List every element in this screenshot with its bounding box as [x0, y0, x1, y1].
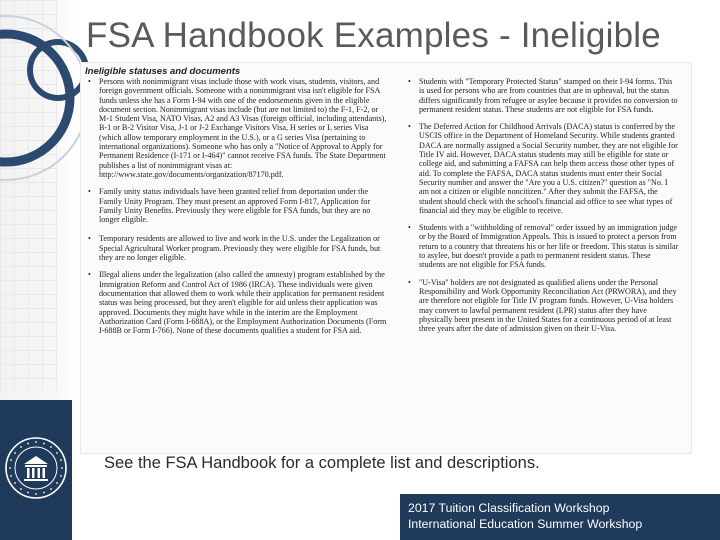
bullet-icon: • — [88, 187, 91, 197]
entry-text: Illegal aliens under the legalization (also called the amnesty) program established by the Immigration Reform and Control Act of 1986 (IRCA). These individuals were given documentation that allowed them to work while their application for permanent resident status was being processed, but they aren't eligible for aid unless their application was approved. Documents they might have while in the interim are the Employment Authorization Card (Form I-688A), or the Employment Authorization Documents (Form I-688B or Form I-766). None of these documents qualifies a student for FSA aid. — [99, 270, 387, 336]
entry-text: Temporary residents are allowed to live and work in the U.S. under the Legalization or Special Agricultural Worker program. Previously they were eligible for FSA funds, but they are no longer eligible. — [99, 234, 381, 263]
ineligible-entry-illegal-aliens — [87, 270, 387, 335]
footer-workshop-subtitle: International Education Summer Workshop — [408, 517, 643, 531]
handbook-heading: Ineligible statuses and documents — [85, 66, 241, 77]
footer-workshop-title: 2017 Tuition Classification Workshop — [408, 501, 610, 515]
handbook-right-column — [407, 77, 679, 341]
ineligible-entry-u-visa — [407, 278, 679, 334]
ineligible-entry-withholding-of-removal — [407, 223, 679, 269]
bullet-icon: • — [408, 223, 411, 233]
entry-text: Family unity status individuals have been granted relief from deportation under the Family Unity Program. They must present an approved Form I-817, Application for Family Unity Benefits. Previously they were eligible for FSA funds, but they are no longer eligible. — [99, 187, 371, 225]
university-seal-logo — [4, 436, 68, 500]
caption-text: See the FSA Handbook for a complete list and descriptions. — [104, 454, 540, 472]
entry-text: Students with "Temporary Protected Status" stamped on their I-94 forms. This is used for persons who are from countries that are in upheaval, but the status differs significantly from refugee or asylee because it provides no conversion to permanent resident status. These students are not eligible for FSA funds. — [419, 77, 678, 114]
background-grid — [0, 0, 58, 390]
ineligible-entry-temporary-protected-status — [407, 77, 679, 114]
entry-text: "U-Visa" holders are not designated as qualified aliens under the Personal Responsibility and Work Opportunity Reconciliation Act (PRWORA), and they are therefore not eligible for Title IV program funds. However, U-Visa holders may convert to lawful permanent resident (LPR) status after they have physically been present in the United States for a continuous period of at least three years after the date of admission given on their U-Visa. — [419, 277, 677, 334]
bullet-icon: • — [88, 234, 91, 244]
handbook-left-column — [87, 77, 387, 343]
ineligible-entry-family-unity — [87, 187, 387, 224]
entry-text: Persons with nonimmigrant visas include those with work visas, students, visitors, and foreign government officials. Someone with a nonimmigrant visa isn't eligible for FSA funds unless she has a Form I-94 with one of the endorsements given in the eligible document section. Nonimmigrant visas include (but are not limited to) the F-1, F-2, or M-1 Student Visa, NATO Visas, A2 and A3 Visas (foreign official, including attendants), B-1 or B-2 Visitor Visa, J-1 or J-2 Exchange Visitors Visa, H series or L series Visa (which allow temporary employment in the U.S.), or a G series Visa (pertaining to international organizations). Someone who has only a "Notice of Approval to Apply for Permanent Residence (I-171 or I-464)" cannot receive FSA funds. The State Department publishes a list of nonimmigrant visas at: http://www.state.gov/documents/organization/87170.pdf. — [99, 77, 387, 179]
bullet-icon: • — [88, 77, 91, 86]
handbook-scan — [80, 62, 692, 454]
slide-title: FSA Handbook Examples - Ineligible — [86, 16, 661, 55]
entry-text: Students with a "withholding of removal" order issued by an immigration judge or by the Board of Immigration Appeals. This is issued to protect a person from return to a country that threatens his or her life or freedom. This status is similar to asylee, but doesn't provide a path to permanent resident status. These students are not eligible for FSA funds. — [419, 223, 679, 270]
entry-text: The Deferred Action for Childhood Arrivals (DACA) status is conferred by the USCIS office in the Department of Homeland Security. While students granted DACA are normally assigned a Social Security number, they are not eligible for Title IV aid. However, DACA status students may still be eligible for state or college aid, and submitting a FAFSA can help them access those other types of aid. To complete the FAFSA, DACA status students must enter their Social Security number and answer the "Are you a U.S. citizen?" question as "No. I am not a citizen or eligible noncitizen." After they submit the FAFSA, the student should check with the school's financial aid office to see what types of financial aid they may be eligible to receive. — [419, 122, 678, 215]
ineligible-entry-daca — [407, 122, 679, 215]
footer-banner — [400, 494, 720, 540]
bullet-icon: • — [408, 277, 411, 287]
bullet-icon: • — [408, 77, 411, 86]
ineligible-entry-temporary-residents — [87, 234, 387, 262]
ineligible-entry-nonimmigrant-visas — [87, 77, 387, 179]
bullet-icon: • — [408, 122, 411, 132]
bullet-icon: • — [88, 270, 91, 280]
